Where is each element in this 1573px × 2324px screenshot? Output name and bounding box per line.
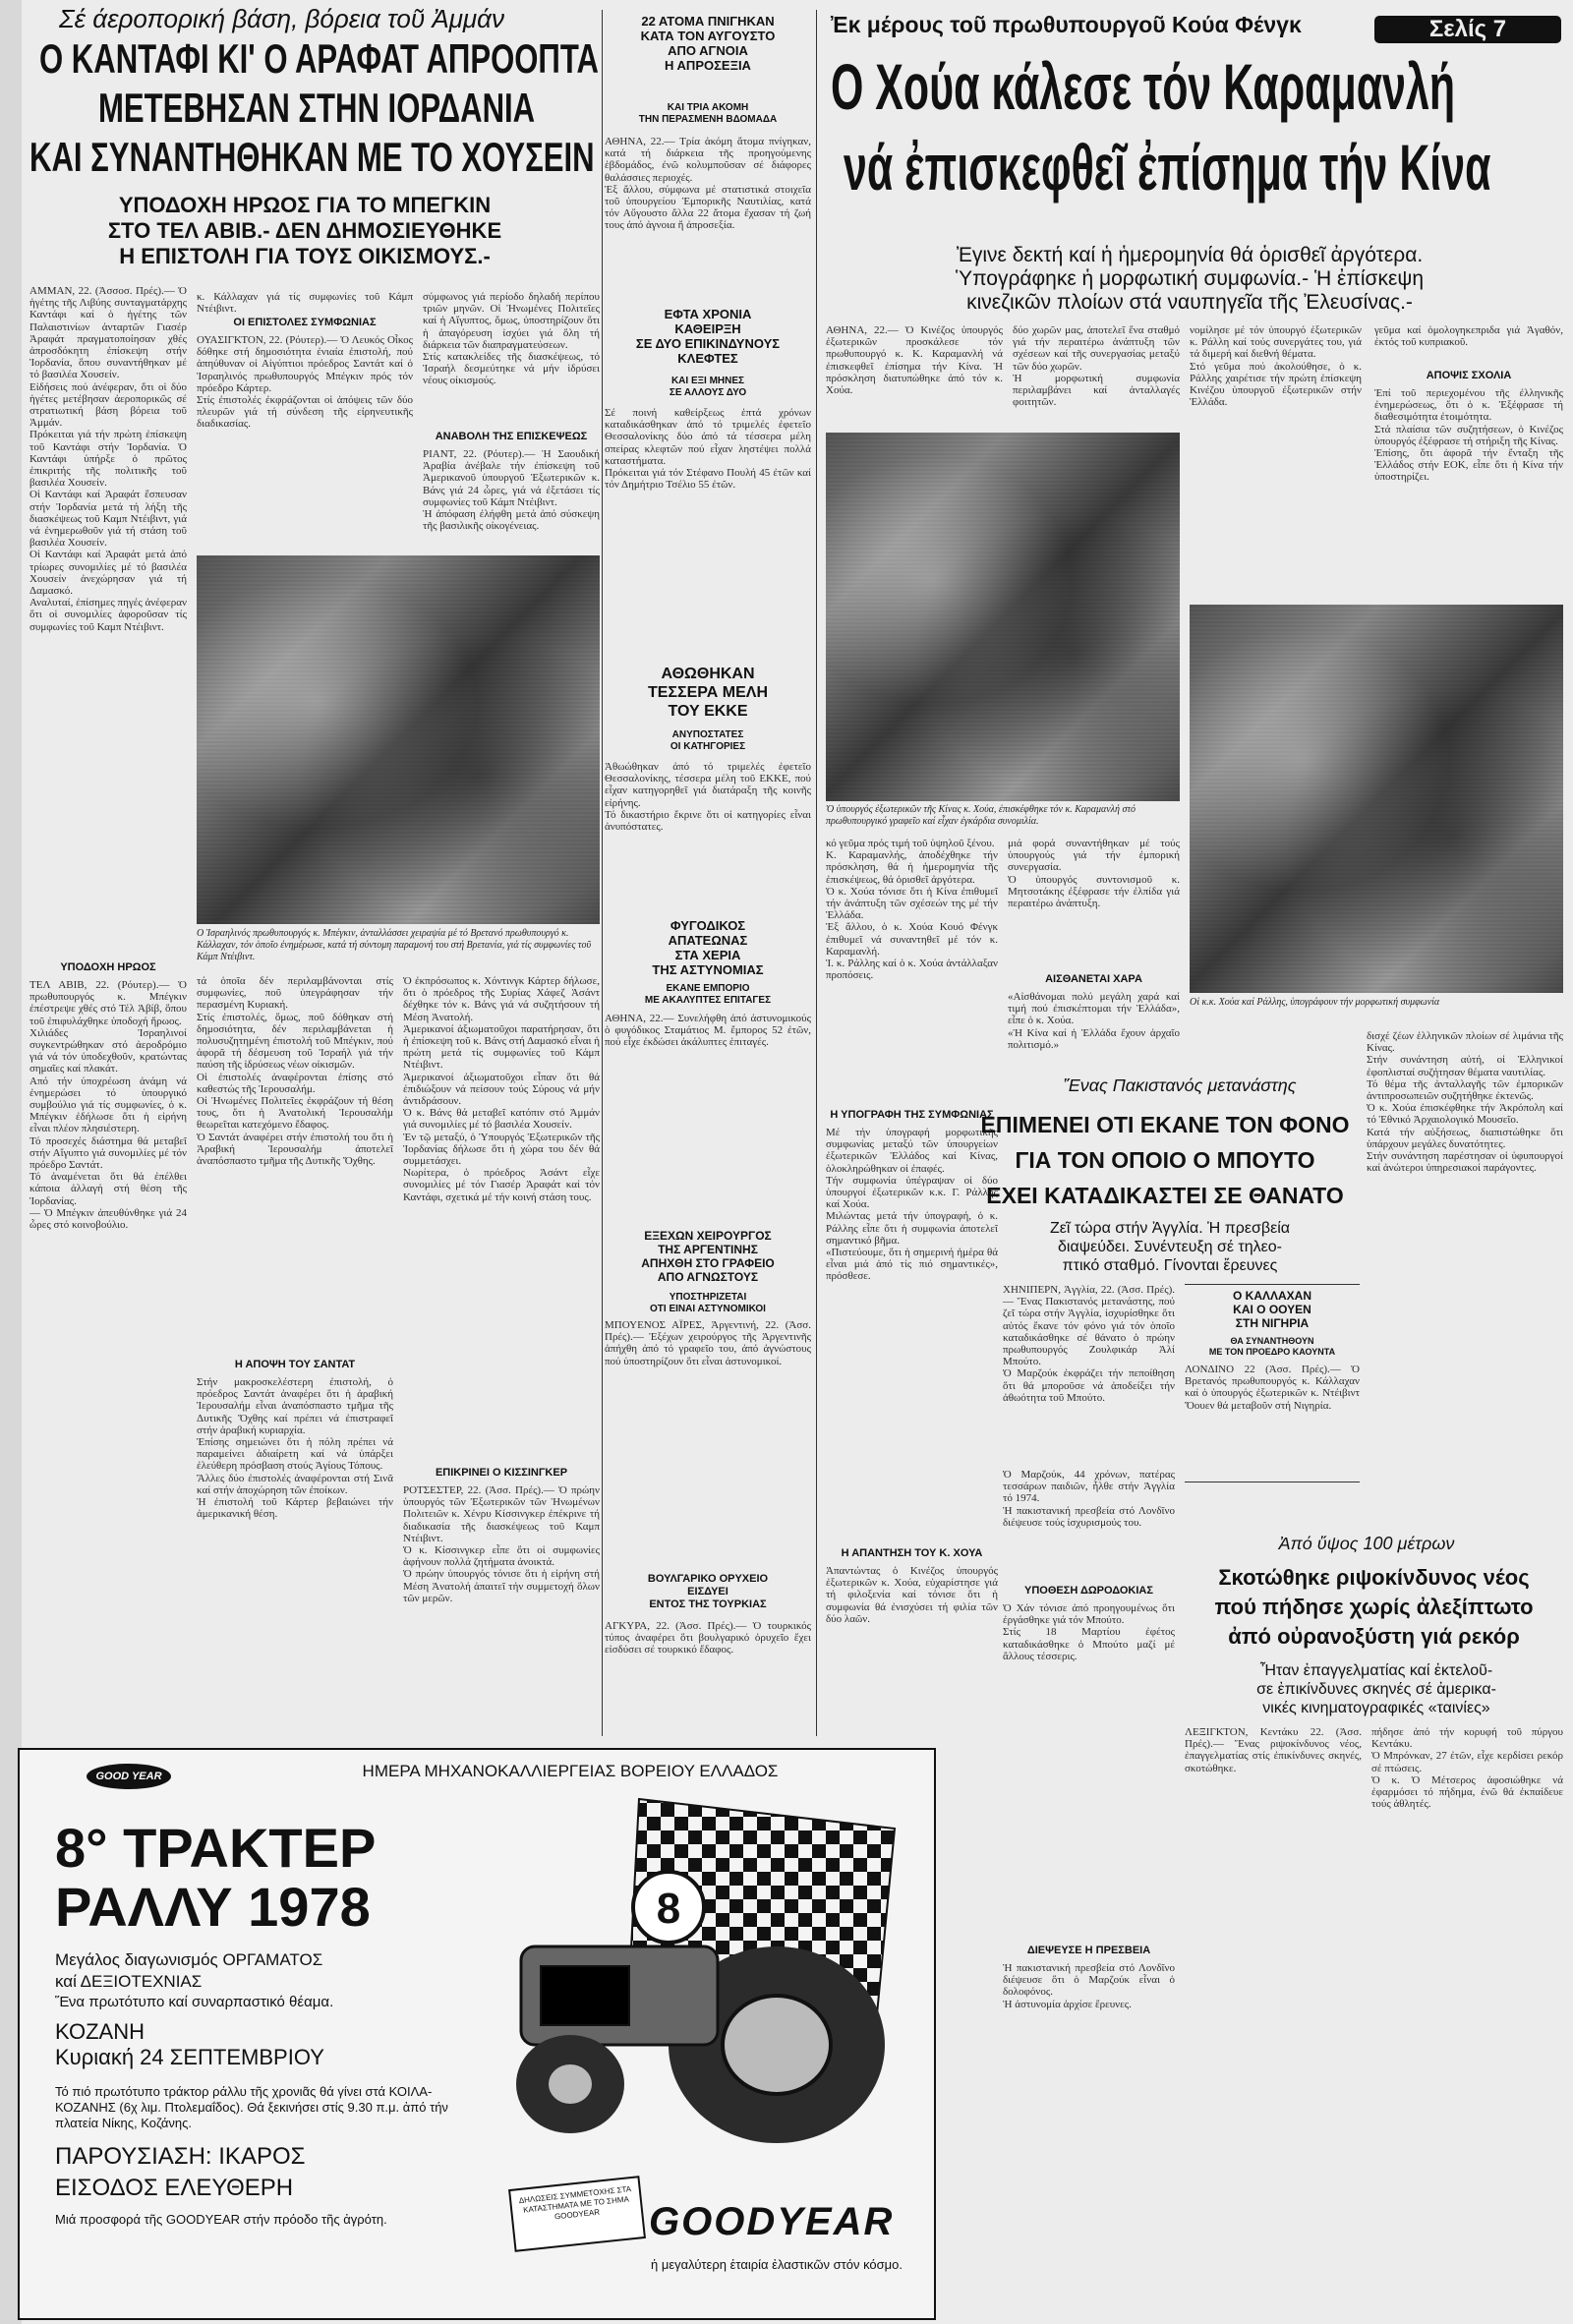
col1-subhead-line: Η ΕΠΙΣΤΟΛΗ ΓΙΑ ΤΟΥΣ ΟΙΚΙΣΜΟΥΣ.-: [119, 244, 491, 268]
col4-headline-2: [605, 307, 811, 366]
col4-headline-5: [605, 1229, 811, 1284]
hl-line: ΕΦΤΑ ΧΡΟΝΙΑ: [664, 307, 752, 321]
hl-line: ΑΠΗΧΘΗ ΣΤΟ ΓΡΑΦΕΙΟ: [641, 1256, 775, 1270]
col1-kicker: Σέ άεροπορική βάση, βόρεια τοῦ Ἀμμάν: [59, 4, 505, 33]
ad-line-2: καί ΔΕΞΙΟΤΕΧΝΙΑΣ: [55, 1972, 203, 1991]
col6-headline-line: ΕΧΕΙ ΚΑΤΑΔΙΚΑΣΤΕΙ ΣΕ ΘΑΝΑΤΟ: [986, 1183, 1344, 1208]
ad-line-8: ΕΙΣΟΔΟΣ ΕΛΕΥΘΕΡΗ: [55, 2175, 294, 2201]
hl-line: ΑΠΑΤΕΩΝΑΣ: [668, 933, 748, 948]
col2-body3: Στήν μακροσκελέστερη ἐπιστολή, ὁ πρόεδρος Σαντάτ ἀναφέρει ὅτι ἡ ἀραβική Ἱερουσαλήμ εἶναι ἀναπόσπαστο τμῆμα τῆς Δυτικῆς Ὄχθης καί πρέπει νά ἐπιστραφεῖ στήν ἀραβική κυριαρχία. Ἐπίσης σημειώνει ὅτι ἡ πόλη πρέπει νά παραμείνει ἀδιαίρετη καί νά ὑπάρξει ἐλεύθερη πρόσβαση στούς Ἁγίους Τόπους. Ἄλλες δύο ἐπιστολές ἀναφέρονται στή Σινᾶ καί στήν ἀποχώρηση τῶν ἐποίκων. Ἡ ἐπιστολή τοῦ Κάρτερ βεβαιώνει τήν ἀμερικανική θέση.: [197, 1376, 393, 1521]
hl-line: ΤΗΣ ΑΡΓΕΝΤΙΝΗΣ: [658, 1243, 758, 1256]
col1-subhead-line: ΣΤΟ ΤΕΛ ΑΒΙΒ.- ΔΕΝ ΔΗΜΟΣΙΕΥΘΗΚΕ: [107, 218, 502, 243]
col6-subhead-line: πτικό σταθμό. Γίνονται ἔρευνες: [1062, 1257, 1278, 1274]
col4-left-rule: [602, 10, 603, 1736]
deck-line: ΘΑ ΣΥΝΑΝΤΗΘΟΥΝ: [1230, 1336, 1314, 1346]
hl-line: ΤΕΣΣΕΡΑ ΜΕΛΗ: [647, 684, 769, 701]
col7-kicker: Ἀπό ὕψος 100 μέτρων: [1278, 1534, 1455, 1553]
photo-begin-callaghan: [197, 555, 600, 924]
col6-sub-heading: ΑΙΣΘΑΝΕΤΑΙ ΧΑΡΑ: [1045, 973, 1142, 985]
ad-line-1: Μεγάλος διαγωνισμός ΟΡΓΑΜΑΤΟΣ: [55, 1950, 323, 1969]
col1-subhead: [69, 193, 541, 269]
col4-deck-3: [605, 729, 811, 753]
col6-headline-line: ΓΙΑ ΤΟΝ ΟΠΟΙΟ Ο ΜΠΟΥΤΟ: [1015, 1147, 1315, 1173]
col7-subhead-line: Ἦταν ἐπαγγελματίας καί ἐκτελοῦ-: [1259, 1662, 1493, 1679]
col4-body-2: Σέ ποινή καθείρξεως ἑπτά χρόνων καταδικάσθηκαν ἀπό τό τριμελές ἐφετεῖο Θεσσαλονίκης δύο ἀπό τά τέσσερα μέλη σπείρας κλεφτῶν πού εἶχαν ληστέψει πολλά καταστήματα. Πρόκειται γιά τόν Στέφανο Πουλή 45 ἐτῶν καί τόν Δημήτριο Τσέλιο 55 ἐτῶν.: [605, 407, 811, 492]
col6-subhead-line: διαψεύδει. Συνέντευξη σέ τηλεο-: [1058, 1239, 1282, 1255]
hl-line: ΕΙΣΔΥΕΙ: [687, 1586, 728, 1598]
deck-line: ΕΚΑΝΕ ΕΜΠΟΡΙΟ: [666, 983, 750, 994]
col5b-body3: Ἀπαντώντας ὁ Κινέζος ὑπουργός ἐξωτερικῶν κ. Χούα, εὐχαρίστησε γιά τή φιλοξενία καί τόνισε ὅτι ἡ συμφωνία θά ἐνισχύσει τή φιλία τῶν δύο λαῶν.: [826, 1565, 998, 1625]
col1-headline-line3: ΚΑΙ ΣΥΝΑΝΤΗΘΗΚΑΝ ΜΕ ΤΟ ΧΟΥΣΕΙΝ: [29, 134, 595, 180]
hl-line: ΑΠΟ ΑΓΝΟΙΑ: [668, 43, 748, 58]
tractor-illustration: [482, 1789, 914, 2153]
hl-line: ΒΟΥΛΓΑΡΙΚΟ ΟΡΥΧΕΙΟ: [647, 1573, 769, 1585]
goodyear-small-logo: [87, 1764, 171, 1789]
col5b-sub-heading-2: Η ΑΠΑΝΤΗΣΗ ΤΟΥ Κ. ΧΟΥΑ: [841, 1547, 983, 1559]
hl-line: ΣΤΗ ΝΙΓΗΡΙΑ: [1235, 1316, 1310, 1330]
tractor-front-hub: [549, 2064, 592, 2104]
col2-sub-heading-2: Η ΑΠΟΨΗ ΤΟΥ ΣΑΝΤΑΤ: [234, 1359, 356, 1370]
photo2-caption: Ὁ ὑπουργός ἐξωτερικῶν τῆς Κίνας κ. Χούα, ἐπισκέφθηκε τόν κ. Καραμανλή στό πρωθυπουργικό γραφεῖο καί εἶχαν ἐγκάρδια συνομιλία.: [826, 804, 1136, 827]
col6-subhead-line: Ζεῖ τώρα στήν Ἀγγλία. Ἡ πρεσβεία: [1049, 1220, 1291, 1237]
goodyear-small-text: GOOD YEAR: [95, 1771, 162, 1782]
col6-body4: Ὁ Μαρζούκ, 44 χρόνων, πατέρας τεσσάρων παιδιῶν, ἦλθε στήν Ἀγγλία τό 1974. Ἡ πακιστανική πρεσβεία στό Λονδῖνο διέψευσε τούς ἰσχυρισμούς του.: [1003, 1469, 1175, 1529]
col7-body2: Ἐπί τοῦ περιεχομένου τῆς ἐλληνικῆς ἐνημερώσεως, ὅτι ὁ κ. Ἐξέφρασε τή διαθεσιμότητα ἐτοιμότητα. Στά πλαίσια τῶν συζητήσεων, ὁ Κινέζος ὑπουργός ἐξέφρασε τή στήριξη τῆς Κίνας. Ἐπίσης, ὅτι ἀφορᾶ τήν ἔνταξη τῆς Ἑλλάδος στήν ΕΟΚ, εἶπε ὅτι ἡ Κίνα τήν ὑποστηρίζει.: [1374, 387, 1563, 484]
hl-line: Ο ΚΑΛΛΑΧΑΝ: [1232, 1289, 1311, 1303]
deck-line: ΥΠΟΣΤΗΡΙΖΕΤΑΙ: [669, 1292, 747, 1303]
hl-line: ΣΤΑ ΧΕΡΙΑ: [674, 948, 741, 962]
col3-body2: ΡΙΑΝΤ, 22. (Ρόυτερ).— Ἡ Σαουδική Ἀραβία ἀνέβαλε τήν ἐπίσκεψη τοῦ Ἀμερικανοῦ ὑπουργοῦ Ἐξωτερικῶν κ. Βάνς γιά 24 ὧρες, γιά νά ἐξετάσει τίς συμφωνίες τοῦ Κάμπ Ντέιβιντ. Ἡ ἀπόφαση ἐλήφθη μετά ἀπό σύσκεψη τῆς βασιλικῆς οἰκογένειας.: [423, 448, 600, 533]
hl-line: Η ΑΠΡΟΣΕΞΙΑ: [665, 58, 751, 73]
col6-body6: Ἡ πακιστανική πρεσβεία στό Λονδῖνο διέψευσε ὅτι ὁ Μαρζούκ εἶναι ὁ δολοφόνος. Ἡ ἀστυνομία ἀρχίσε ἔρευνες.: [1003, 1962, 1175, 2010]
col6-sub-heading-2: ΥΠΟΘΕΣΗ ΔΩΡΟΔΟΚΙΑΣ: [1024, 1585, 1153, 1597]
col6-body2: «Αἰσθάνομαι πολύ μεγάλη χαρά καί τιμή πού ἐπισκέπτομαι τήν Ἑλλάδα», εἶπε ὁ κ. Χούα. «Ἡ Κίνα καί ἡ Ἑλλάδα ἔχουν ἀρχαῖο πολιτισμό.»: [1008, 991, 1180, 1051]
hl-line: ΚΛΕΦΤΕΣ: [677, 351, 738, 366]
deck-line: ΣΕ ΑΛΛΟΥΣ ΔΥΟ: [669, 387, 747, 398]
col5-body3: νομίλησε μέ τόν ὑπουργό ἐξωτερικῶν κ. Ράλλη καί τούς συνεργάτες του, γιά τά διμερή καί διεθνή θέματα. Στό γεῦμα πού ἀκολούθησε, ὁ κ. Ράλλης χαιρέτισε τήν πρώτη ἐπίσκεψη Κινέζου ὑπουργοῦ ἐξωτερικῶν στήν Ἑλλάδα.: [1190, 324, 1362, 409]
ad-line-3: Ἕνα πρωτότυπο καί συναρπαστικό θέαμα.: [55, 1994, 334, 2010]
hl-line: ΤΗΣ ΑΣΤΥΝΟΜΙΑΣ: [652, 962, 764, 977]
col1-body2: ΤΕΛ ΑΒΙΒ, 22. (Ρόυτερ).— Ὁ πρωθυπουργός κ. Μπέγκιν ἐπέστρεψε χθές στό Τέλ Ἀβίβ, ὅπου τοῦ ἐπιφυλάχθηκε ὑποδοχή ἥρωος. Χιλιάδες Ἰσραηλινοί συγκεντρώθηκαν στό ἀεροδρόμιο γιά νά τόν ὑποδεχθοῦν, κρατώντας σημαῖες καί πλακάτ. Από τήν ὑποχρέωση ἀνάμη νά ἐνημερώσει τό ὑπουργικό συμβούλιο γιά τίς συμφωνίες, ὁ κ. Μπέγκιν ἐδήλωσε ὅτι ἡ εἰρήνη εἶναι πλέον πλησιέστερη. Τό προσεχές διάστημα θά μεταβεῖ στήν Αἴγυπτο γιά συνομιλίες μέ τόν πρόεδρο Σαντάτ. Τό ἀναμένεται ὅτι θά ἐπέλθει κάποια ἀλλαγή στή θέση τῆς Ἰορδανίας. — Ὁ Μπέγκιν ἀπευθύνθηκε γιά 24 ὧρες στό κοινοβούλιο.: [29, 979, 187, 1232]
col1-subhead-line: ΥΠΟΔΟΧΗ ΗΡΩΟΣ ΓΙΑ ΤΟ ΜΠΕΓΚΙΝ: [118, 193, 492, 217]
col4-deck-5: [605, 1292, 811, 1315]
hl-line: ΑΘΩΘΗΚΑΝ: [661, 666, 755, 682]
callaghan-body: ΛΟΝΔΙΝΟ 22 (Ἀσσ. Πρές).— Ὁ Βρετανός πρωθυπουργός κ. Κάλλαχαν καί ὁ ὑπουργός ἐξωτερικῶν κ. Ντέιβιντ Ὄουεν θά μεταβοῦν στή Νιγηρία.: [1185, 1364, 1360, 1412]
page-number-box: [1374, 16, 1561, 43]
col2-body2: τά ὁποῖα δέν περιλαμβάνονται στίς συμφωνίες, ποῦ ὑπεγράφησαν τήν περασμένη Κυριακή. Στίς ἐπιστολές, ὅμως, ποῦ δόθηκαν στή δημοσιότητα, δέν περιλαμβάνεται ἡ πολυσυζητημένη ἐπιστολή τοῦ Μπέγκιν, πού ἀφορᾶ τή δέσμευση τοῦ Ἰσραήλ γιά τήν παύση τῆς ἱδρύσεως νέων οἰκισμῶν. Οἱ ἐπιστολές ἀναφέρονται ἐπίσης στό καθεστώς τῆς Ἱερουσαλήμ. Οἱ Ἡνωμένες Πολιτεῖες ἐκφράζουν τή θέση τους, ὅτι ἡ Ἀνατολική Ἱερουσαλήμ θεωρεῖται κατεχόμενο ἔδαφος. Ὁ Σαντάτ ἀναφέρει στήν ἐπιστολή του ὅτι ἡ Ἀραβική Ἱερουσαλήμ ἀποτελεῖ ἀναπόσπαστο τμῆμα τῆς Δυτικῆς Ὄχθης.: [197, 975, 393, 1168]
hl-line: ΕΞΕΧΩΝ ΧΕΙΡΟΥΡΓΟΣ: [644, 1229, 772, 1243]
col6-body3: ΧΗΝΙΠΕΡΝ, Ἀγγλία, 22. (Ἀσσ. Πρές).— Ἕνας Πακιστανός μετανάστης, πού ζεῖ τώρα στήν Ἀγγλία, ἰσχυρίσθηκε ὅτι αὐτός ἔκανε τόν φόνο γιά τόν ὁποῖο καταδικάσθηκε σέ θάνατο ὁ πρώην πρωθυπουργός Ζουλφικάρ Ἀλί Μπούτο. Ὁ Μαρζούκ ἐκφράζει τήν πεποίθηση ὅτι θά μποροῦσε νά ἀποδείξει τήν ἀθωότητα τοῦ Μπούτο.: [1003, 1284, 1175, 1404]
ad-top-line: ΗΜΕΡΑ ΜΗΧΑΝΟΚΑΛΛΙΕΡΓΕΙΑΣ ΒΟΡΕΙΟΥ ΕΛΛΑΔΟΣ: [362, 1762, 779, 1780]
col4-deck-4: [605, 983, 811, 1007]
col5b-sub-heading: Η ΥΠΟΓΡΑΦΗ ΤΗΣ ΣΥΜΦΩΝΙΑΣ: [830, 1109, 994, 1121]
col7-headline-line: πού πήδησε χωρίς ἀλεξίπτωτο: [1214, 1595, 1534, 1619]
col7-subhead-line: σε ἐπικίνδυνες σκηνές σέ ἀμερικα-: [1256, 1681, 1496, 1698]
col7-body3: δισχέ ζέων ἑλληνικῶν πλοίων σέ λιμάνια τῆς Κίνας. Στήν συνάντηση αὐτή, οἱ Ἐλληνικοί ἐφοπλισταί συζήτησαν θέματα ναυτιλίας. Τό θέμα τῆς ἀνταλλαγῆς τῶν ἐμπορικῶν ἀντιπροσωπειῶν συζητήθηκε ἐκτενῶς. Ὁ κ. Χούα ἐπισκέφθηκε τήν Ἀκρόπολη καί τό Ἐθνικό Ἀρχαιολογικό Μουσεῖο. Κατά τήν αὐξήσεως, διαπιστώθηκε ὅτι ὑπάρχουν μεγάλες δυνατότητες. Στήν συνάντηση παρέστησαν οἱ ὑφυπουργοί καί ἀνώτεροι ὑπηρεσιακοί παράγοντες.: [1367, 1030, 1563, 1175]
goodyear-tagline: ἡ μεγαλύτερη ἑταιρία ἐλαστικῶν στόν κόσμο.: [650, 2257, 903, 2272]
col7-body1: γεῦμα καί ὁμολογηκεπριδα γιά Ἀγαθόν, ἐκτός τοῦ κυπριακοῦ.: [1374, 324, 1563, 349]
col7-body5: πήδησε ἀπό τήν κορυφή τοῦ πύργου Κεντάκυ. Ὁ Μπρόνκαν, 27 ἐτῶν, εἶχε κερδίσει ρεκόρ σέ πτώσεις. Ὁ κ. Ὁ Μέτσερος ἀφοσιώθηκε νά ἐφαρμόσει τό πήδημα, ἐνῶ θά ἐκπαίδευε τούς ἀθλητές.: [1371, 1726, 1563, 1811]
callaghan-headline: [1185, 1289, 1360, 1330]
col4-headline-4: [605, 918, 811, 977]
col6-sub-heading-3: ΔΙΕΨΕΥΣΕ Η ΠΡΕΣΒΕΙΑ: [1026, 1945, 1151, 1956]
ad-line-7: ΠΑΡΟΥΣΙΑΣΗ: ΙΚΑΡΟΣ: [55, 2143, 306, 2170]
col6-body1: μιά φορά συναντήθηκαν μέ τούς ὑπουργούς γιά τήν ἐμπορική συνεργασία. Ὁ ὑπουργός συντονισμοῦ κ. Μητσοτάκης ἐξέφρασε τήν ἐλπίδα γιά περαιτέρω ἀνάπτυξη.: [1008, 838, 1180, 910]
col1-body: ΑΜΜΑΝ, 22. (Ἀσσοσ. Πρές).— Ὁ ἡγέτης τῆς Λιβύης συνταγματάρχης Καντάφι καί ὁ ἡγέτης τῶν Παλαιστινίων ἀνταρτῶν Γιασέρ Ἀραφάτ πραγματοποίησαν χθές ἀπροσδόκητη ἐπίσκεψη στήν Ἰορδανία, ὅπου συναντήθηκαν μέ τό βασιλέα Χουσείν. Εἰδήσεις πού ἀνέφεραν, ὅτι οἱ δύο ἡγέτες μετέβησαν ἀεροπορικῶς σέ στρατιωτική βάση βόρεια τοῦ Ἀμμάν. Πρόκειται γιά τήν πρώτη ἐπίσκεψη τοῦ Καντάφι στήν Ἰορδανία. Ὁ Καντάφι ὑπήρξε ὁ πρῶτος ἐπικριτής τῆς πολιτικῆς τοῦ βασιλέα Χουσείν. Οἱ Καντάφι καί Ἀραφάτ ἔσπευσαν στήν Ἰορδανία μετά τή λήξη τῆς διασκέψεως τοῦ Καμπ Ντέιβιντ, γιά νά ἐνημερωθοῦν γιά τή στάση τοῦ βασιλέα Χουσείν. Οἱ Καντάφι καί Ἀραφάτ μετά ἀπό τρίωρες συνομιλίες μέ τό βασιλέα Χουσείν ἀνεχώρησαν γιά τή Δαμασκό. Αναλυταί, ἐπίσημες πηγές ἀνέφεραν ὅτι οἱ συνομιλίες ἀφοροῦσαν τίς συμφωνίες τοῦ Καμπ Ντέιβιντ.: [29, 285, 187, 633]
photo-signing-agreement: [1190, 605, 1563, 993]
callaghan-deck: [1185, 1336, 1360, 1358]
hl-line: 22 ΑΤΟΜΑ ΠΝΙΓΗΚΑΝ: [641, 14, 775, 29]
deck-line: ΜΕ ΑΚΑΛΥΠΤΕΣ ΕΠΙΤΑΓΕΣ: [644, 995, 772, 1006]
col3-sub-heading-2: ΕΠΙΚΡΙΝΕΙ Ο ΚΙΣΣΙΝΓΚΕΡ: [435, 1467, 568, 1479]
col5-headline-line1: Ο Χούα κάλεσε τόν Καραμανλή: [831, 50, 1456, 123]
col4-deck-1: [605, 102, 811, 126]
page-number: Σελίς 7: [1428, 16, 1507, 42]
hl-line: ΑΠΟ ΑΓΝΩΣΤΟΥΣ: [657, 1270, 759, 1284]
col5-subhead-line: κινεζικῶν πλοίων στά ναυπηγεῖα τῆς Ἐλευσίνας.-: [966, 291, 1413, 314]
col5-subhead-line: Ἐγινε δεκτή καί ἡ ἡμερομηνία θά ὁρισθεῖ ἀργότερα.: [956, 244, 1424, 266]
hl-line: ΦΥΓΟΔΙΚΟΣ: [670, 918, 746, 933]
col6-headline: [959, 1107, 1371, 1213]
col3-body1: σύμφωνος γιά περίοδο δηλαδή περίπου τριῶν μηνῶν. Οἱ Ἡνωμένες Πολιτεῖες καί ἡ Αἴγυπτος, ὅμως, ὑποστηρίζουν ὅτι ἡ ἀπαγόρευση ἰσχύει γιά ὅλη τή διάρκεια τῶν διαπραγματεύσεων. Στίς κατακλείδες τῆς διασκέψεως, τό Ἰσραήλ δεσμεύτηκε νά μήν ἱδρύσει νέους οἰκισμούς.: [423, 291, 600, 387]
deck-line: ΟΤΙ ΕΙΝΑΙ ΑΣΤΥΝΟΜΙΚΟΙ: [650, 1304, 766, 1314]
col7-subhead: [1194, 1661, 1558, 1717]
col5b-body1: κό γεῦμα πρός τιμή τοῦ ὑψηλοῦ ξένου. Κ. Καραμανλής, ἀποδέχθηκε τήν πρόσκληση, θά ἡ ἡμερομηνία τῆς ἐπισκέψεως, θά ὁρισθεῖ ἀργότερα. Ὁ κ. Χούα τόνισε ὅτι ἡ Κίνα ἐπιθυμεῖ τήν ἀνάπτυξη τῶν σχέσεών της μέ τήν Ἑλλάδα. Ἐξ ἄλλου, ὁ κ. Χούα Κουό Φένγκ ἐπιθυμεῖ νά συναντηθεῖ μέ τόν κ. Καραμανλή. Ἱ. κ. Ράλλης καί ὁ κ. Χούα ἀντάλλαξαν προπόσεις.: [826, 838, 998, 982]
deck-line: ΟΙ ΚΑΤΗΓΟΡΙΕΣ: [670, 741, 746, 752]
col7-headline: [1180, 1563, 1568, 1652]
col5-subhead-line: Ὑπογράφηκε ἡ μορφωτική συμφωνία.- Ἡ ἐπίσκεψη: [955, 267, 1425, 290]
col3-sub-heading: ΑΝΑΒΟΛΗ ΤΗΣ ΕΠΙΣΚΕΨΕΩΣ: [435, 431, 588, 442]
photo-hua-karamanlis: [826, 433, 1180, 801]
col4-body-6: ΑΓΚΥΡΑ, 22. (Ἀσσ. Πρές).— Ὁ τουρκικός τύπος ἀναφέρει ὅτι βουλγαρικό ὀρυχεῖο ἔχει εἰσδύσει σέ τουρκικό ἔδαφος.: [605, 1620, 811, 1656]
hl-line: ΚΑΙ Ο ΟΟΥΕΝ: [1233, 1303, 1311, 1316]
col4-body-1: ΑΘΗΝΑ, 22.— Τρία ἀκόμη ἄτομα πνίγηκαν, κατά τή διάρκεια τῆς προηγούμενης ἑβδομάδος, ἐνῶ κολυμποῦσαν σέ διάφορες θαλάσσιες περιοχές. Ἐξ ἄλλου, σύμφωνα μέ στατιστικά στοιχεῖα τοῦ ὑπουργείου Ἐμπορικῆς Ναυτιλίας, κατά τόν Αὔγουστο ἄλλα 22 ἄτομα ἔχασαν τή ζωή τους ἀπό ἀγνοια ἤ ἀπροσεξία.: [605, 136, 811, 232]
col3-body3: Ὁ ἐκπρόσωπος κ. Χόντινγκ Κάρτερ δήλωσε, ὅτι ὁ πρόεδρος τῆς Συρίας Χάφεζ Ἀσάντ δέχθηκε τόν κ. Βάνς γιά νά συζητήσουν τή Μέση Ἀνατολή. Ἀμερικανοί ἀξιωματοῦχοι παρατήρησαν, ὅτι ἡ ἐπίσκεψη τοῦ κ. Βάνς στή Δαμασκό εἶναι ἡ πρώτη μετά τίς συμφωνίες τοῦ Κάμπ Ντέιβιντ. Ἀμερικανοί ἀξιωματοῦχοι εἶπαν ὅτι θά ἐπιδιώξουν νά πείσουν τούς Σύρους νά μήν ἀντιδράσουν. Ὁ κ. Βάνς θά μεταβεῖ κατόπιν στό Ἀμμάν γιά συνομιλίες μέ τό βασιλέα Χουσείν. Ἐν τῷ μεταξύ, ὁ Ὑπουργός Ἐξωτερικῶν τῆς Ἰορδανίας δήλωσε ὅτι ἡ χώρα του δέν θά συμμετάσχει. Νωρίτερα, ὁ πρόεδρος Ἀσάντ εἶχε συνομιλίες μέ τόν Γιασέρ Ἀραφάτ καί τόν Καντάφι, σχετικά μέ τήν κοινή στάση τους.: [403, 975, 600, 1203]
tractor-hood-grille: [541, 1966, 629, 2025]
participation-stamp-text: ΔΗΛΩΣΕΙΣ ΣΥΜΜΕΤΟΧΗΣ ΣΤΑ ΚΑΤΑΣΤΗΜΑΤΑ ΜΕ ΤΟ ΣΗΜΑ GOODYEAR: [518, 2184, 632, 2222]
col5-subhead: [845, 244, 1534, 315]
col5-body2: δύο χωρῶν μας, ἀποτελεῖ ἕνα σταθμό γιά τήν περαιτέρω ἀνάπτυξη τῶν σχέσεων καί τῆς συνεργασίας μεταξύ τῶν δύο χωρῶν. Ἡ μορφωτική συμφωνία περιλαμβάνει καί ἀνταλλαγές φοιτητῶν.: [1013, 324, 1180, 409]
col7-subhead-line: νικές κινηματογραφικές «ταινίες»: [1262, 1700, 1490, 1716]
col4-headline-3: [605, 665, 811, 721]
hl-line: ΚΑΤΑ ΤΟΝ ΑΥΓΟΥΣΤΟ: [640, 29, 776, 43]
col4-deck-2: [605, 376, 811, 399]
col7-body4: ΛΕΞΙΓΚΤΟΝ, Κεντάκυ 22. (Ἀσσ. Πρές).— Ἕνας ριψοκίνδυνος νέος, ἐπαγγελματίας στίς ἐπικίνδυνες σκηνές, σκοτώθηκε.: [1185, 1726, 1362, 1774]
photo1-caption: Ο Ἰσραηλινός πρωθυπουργός κ. Μπέγκιν, ἀνταλλάσσει χειραψία μέ τό Βρετανό πρωθυπουργό κ. Κάλλαχαν, τόν ὁποῖο ἐνημέρωσε, κατά τή σύντομη παραμονή του στή Βρετανία, γιά τίς συμφωνίες τοῦ Κάμπ Ντέιβιντ.: [197, 928, 592, 962]
col7-sub-heading: ΑΠΟΨΙΣ ΣΧΟΛΙΑ: [1426, 370, 1512, 381]
col7-headline-line: Σκοτώθηκε ριψοκίνδυνος νέος: [1218, 1565, 1530, 1590]
deck-line: ΚΑΙ ΤΡΙΑ ΑΚΟΜΗ: [667, 102, 749, 113]
col2-intro: κ. Κάλλαχαν γιά τίς συμφωνίες τοῦ Κάμπ Ντέιβιντ.: [197, 291, 413, 316]
col3-body4: ΡΟΤΣΕΣΤΕΡ, 22. (Ἀσσ. Πρές).— Ὁ πρώην ὑπουργός τῶν Ἐξωτερικῶν τῶν Ἡνωμένων Πολιτειῶν κ. Χένρυ Κίσσινγκερ ἐπέκρινε τή διαδικασία τῆς διασκέψεως τοῦ Καμπ Ντέιβιντ. Ὁ κ. Κίσσινγκερ εἶπε ὅτι οἱ συμφωνίες ἀφήνουν πολλά ζητήματα ἀνοικτά. Ὁ πρώην ὑπουργός τόνισε ὅτι ἡ εἰρήνη στή Μέση Ἀνατολή ἀπαιτεῖ τήν συμμετοχή ὅλων τῶν μερῶν.: [403, 1484, 600, 1604]
col4-body-5: ΜΠΟΥΕΝΟΣ ΑΪΡΕΣ, Ἀργεντινή, 22. (Ἀσσ. Πρές).— Ἐξέχων χειρούργος τῆς Ἀργεντινῆς ἀπήχθη ἀπό τό γραφεῖο του, ἀπό ἀγνώστους πού ὑποστηρίζουν ὅτι εἶναι ἀστυνομικοί.: [605, 1319, 811, 1367]
col6-subhead: [1003, 1219, 1337, 1275]
ad-line-9: Μιά προσφορά τῆς GOODYEAR στήν πρόοδο τῆς ἀγρότη.: [55, 2212, 387, 2227]
ad-big-title-2: ΡΑΛΛΥ 1978: [55, 1876, 371, 1938]
goodyear-ad: [18, 1748, 936, 2320]
hl-line: ΕΝΤΟΣ ΤΗΣ ΤΟΥΡΚΙΑΣ: [649, 1598, 767, 1610]
hl-line: ΚΑΘΕΙΡΞΗ: [674, 321, 741, 336]
ad-line-6: Τό πιό πρωτότυπο τράκτορ ράλλυ τῆς χρονιᾶς θά γίνει στά ΚΟΙΛΑ-ΚΟΖΑΝΗΣ (6χ λιμ. Πτολεμαΐδος). Θά ξεκινήσει στίς 9.30 π.μ. ἀπό τήν πλατεία Νίκης, Κοζάνης.: [55, 2084, 448, 2130]
deck-line: ΤΗΝ ΠΕΡΑΣΜΕΝΗ ΒΔΟΜΑΔΑ: [638, 114, 778, 125]
participation-stamp: [508, 2176, 646, 2252]
col1-headline-line2: ΜΕΤΕΒΗΣΑΝ ΣΤΗΝ ΙΟΡΔΑΝΙΑ: [98, 85, 536, 131]
col4-headline-6: [605, 1573, 811, 1611]
ad-big-title-1: 8° ΤΡΑΚΤΕΡ: [55, 1817, 377, 1879]
col5-kicker: Ἐκ μέρους τοῦ πρωθυπουργοῦ Κούα Φένγκ: [831, 12, 1302, 37]
photo3-caption: Οἱ κ.κ. Χούα καί Ράλλης, ὑπογράφουν τήν μορφωτική συμφωνία: [1190, 997, 1440, 1008]
col7-headline-line: ἀπό οὐρανοξύστη γιά ρεκόρ: [1228, 1624, 1520, 1649]
col6-body5: Ὁ Χάν τόνισε ἀπό προηγουμένως ὅτι ἐργάσθηκε γιά τόν Μπούτο. Στίς 18 Μαρτίου ἐφέτος καταδικάσθηκε ὁ Μπούτο μαζί μέ ἄλλους τέσσερις.: [1003, 1602, 1175, 1662]
col4-body-4: ΑΘΗΝΑ, 22.— Συνελήφθη ἀπό ἀστυνομικούς ὁ φυγόδικος Σταμάτιος Μ. ἔμπορος 52 ἐτῶν, πού εἶχε ἐκδώσει ἀκάλυπτες ἐπιταγές.: [605, 1013, 811, 1049]
col6-kicker: Ἕνας Πακιστανός μετανάστης: [1063, 1075, 1297, 1095]
hl-line: ΤΟΥ ΕΚΚΕ: [668, 703, 748, 720]
callaghan-box: [1185, 1284, 1360, 1482]
col6-headline-line: ΕΠΙΜΕΝΕΙ ΟΤΙ ΕΚΑΝΕ ΤΟΝ ΦΟΝΟ: [980, 1112, 1350, 1137]
goodyear-big-logo: GOODYEAR: [649, 2200, 895, 2243]
col5b-body2: Μέ τήν ὑπογραφή μορφωτικῆς συμφωνίας μεταξύ τῶν ὑπουργείων ἐξωτερικῶν Ἑλλάδος καί Κίνας, ὁλοκληρώθηκαν οἱ ἐπαφές. Τήν συμφωνία ὑπέγραψαν οἱ δύο ὑπουργοί ἐξωτερικῶν κ.κ. Γ. Ράλλης καί Χούα. Μιλώντας μετά τήν ὑπογραφή, ὁ κ. Ράλλης εἶπε ὅτι ἡ συμφωνία ἀποτελεῖ σημαντικό βῆμα. «Πιστεύουμε, ὅτι ἡ σημερινή ἡμέρα θά εἶναι μιά ἀπό τίς πιό σημαντικές», πρόσθεσε.: [826, 1127, 998, 1283]
col4-headline-1: [605, 14, 811, 73]
col5-headline-line2: νά ἐπισκεφθεῖ ἐπίσημα τήν Κίνα: [844, 131, 1491, 203]
col2-sub-heading: ΟΙ ΕΠΙΣΤΟΛΕΣ ΣΥΜΦΩΝΙΑΣ: [233, 317, 377, 328]
col4-right-rule: [816, 10, 817, 1736]
ad-line-5: Κυριακή 24 ΣΕΠΤΕΜΒΡΙΟΥ: [55, 2045, 324, 2069]
hl-line: ΣΕ ΔΥΟ ΕΠΙΚΙΝΔΥΝΟΥΣ: [635, 336, 781, 351]
col1-headline-line1: Ο ΚΑΝΤΑΦΙ ΚΙ' Ο ΑΡΑΦΑΤ ΑΠΡΟΟΠΤΑ: [39, 35, 600, 82]
deck-line: ΚΑΙ ΕΞΙ ΜΗΝΕΣ: [670, 376, 745, 386]
col5-body1: ΑΘΗΝΑ, 22.— Ὁ Κινέζος ὑπουργός ἐξωτερικῶν προσκάλεσε τόν πρωθυπουργό κ. Κ. Καραμανλή νά ἐπισκεφθεῖ ἐπίσημα τήν Κίνα. Ἡ πρόσκληση διατυπώθηκε ἀπό τόν κ. Χούα.: [826, 324, 1003, 397]
tractor-rear-hub: [723, 1996, 831, 2094]
col1-sub-heading: ΥΠΟΔΟΧΗ ΗΡΩΟΣ: [60, 961, 156, 973]
deck-line: ΜΕ ΤΟΝ ΠΡΟΕΔΡΟ ΚΑΟΥΝΤΑ: [1208, 1347, 1336, 1357]
tractor-number: 8: [656, 1885, 681, 1933]
ad-line-4: ΚΟΖΑΝΗ: [55, 2019, 145, 2044]
deck-line: ΑΝΥΠΟΣΤΑΤΕΣ: [671, 729, 744, 740]
col2-body1: ΟΥΑΣΙΓΚΤΟΝ, 22. (Ρόυτερ).— Ὁ Λευκός Οἶκος δόθηκε στή δημοσιότητα ἐνιαία ἐπιστολή, πού ἀπηύθυναν οἱ Αἰγύπτιοι πρόεδρος Σαντάτ καί ὁ Ἰσραηλινός πρωθυπουργός Μπέγκιν πρός τόν πρόεδρο Κάρτερ. Στίς ἐπιστολές ἐκφράζονται οἱ ἀπόψεις τῶν δύο πλευρῶν γιά τή σύνδεση τῆς εἰρηνευτικῆς διαδικασίας.: [197, 334, 413, 431]
col4-body-3: Ἀθωώθηκαν ἀπό τό τριμελές ἐφετεῖο Θεσσαλονίκης, τέσσερα μέλη τοῦ ΕΚΚΕ, πού εἶχαν κατηγορηθεῖ γιά διατάραξη τῆς κοινῆς εἰρήνης. Τό δικαστήριο ἔκρινε ὅτι οἱ κατηγορίες εἶναι ἀνυπόστατες.: [605, 761, 811, 834]
